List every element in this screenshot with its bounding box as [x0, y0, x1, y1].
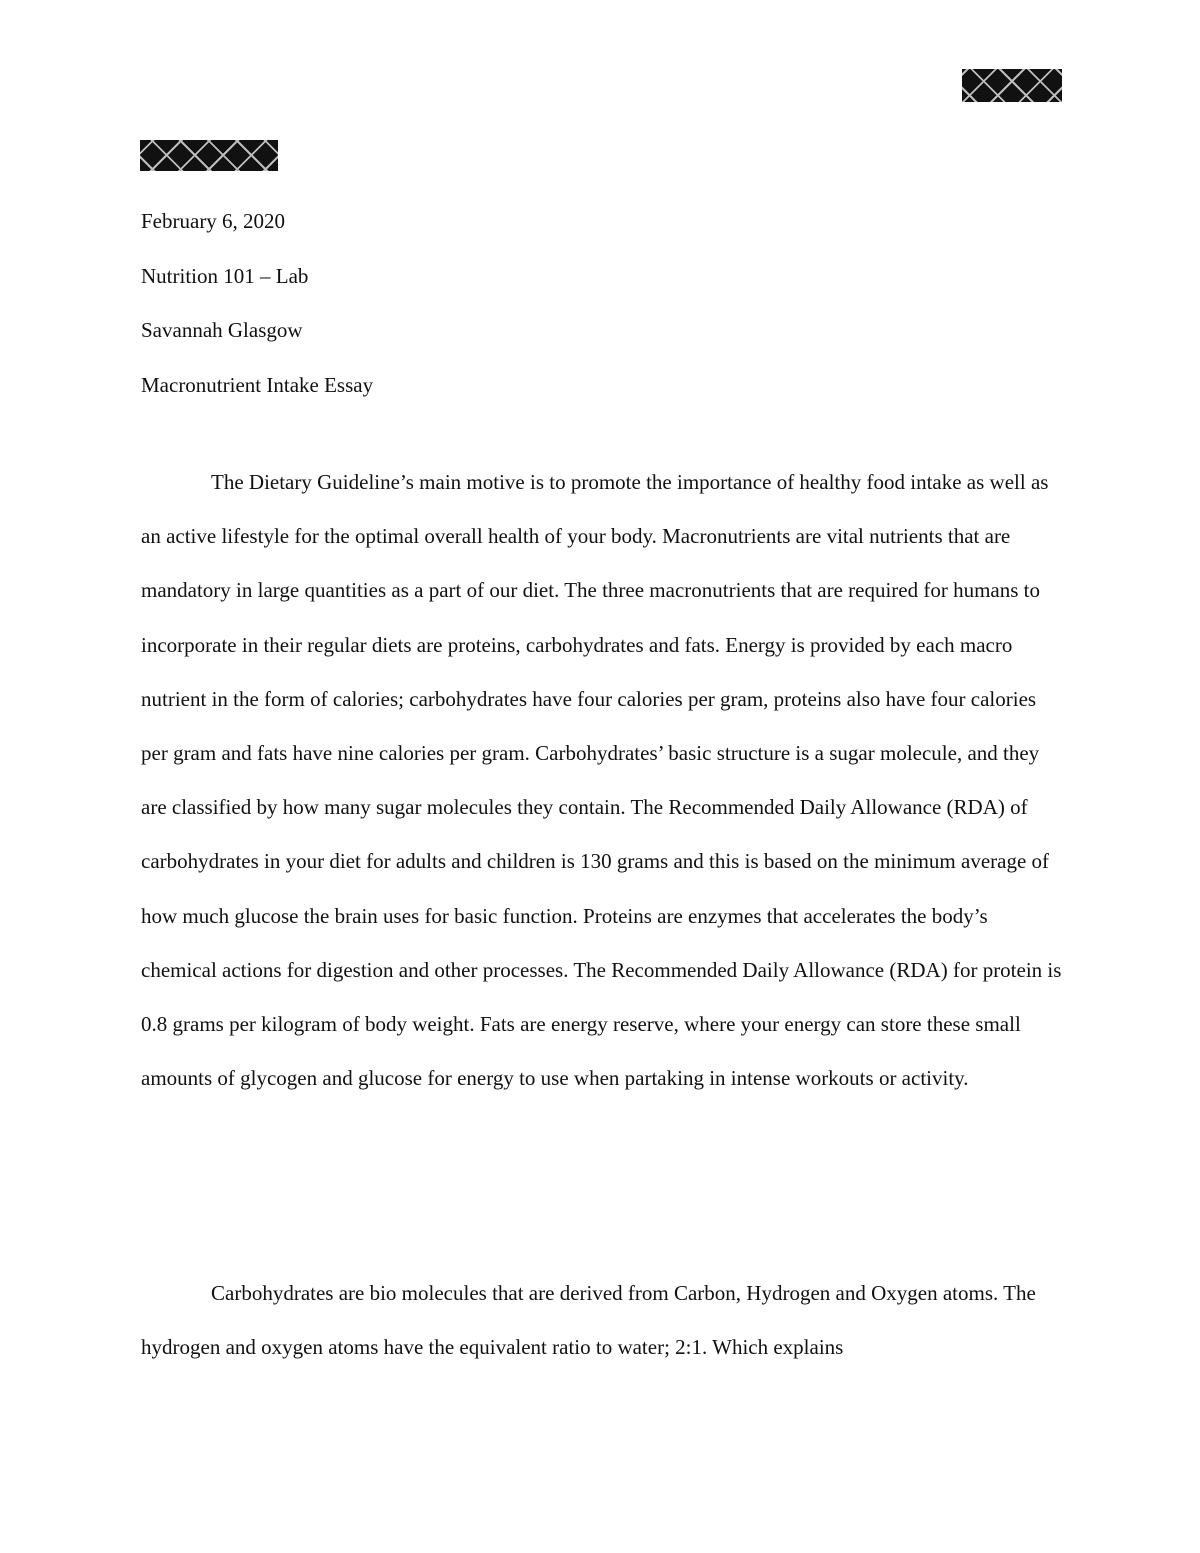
instructor-name: Savannah Glasgow	[141, 318, 303, 342]
redacted-author-name	[140, 140, 278, 171]
essay-heading	[141, 194, 1071, 412]
essay-title: Macronutrient Intake Essay	[141, 372, 374, 397]
redacted-header-block	[962, 69, 1062, 102]
essay-date: February 6, 2020	[141, 209, 286, 233]
body-paragraph-2: Carbohydrates are bio molecules that are derived from Carbon, Hydrogen and Oxygen atoms. The hydrogen and oxygen atoms have the equivalent ratio to water; 2:1. Which explains	[141, 1281, 1036, 1360]
course-name: Nutrition 101 – Lab	[141, 263, 309, 288]
body-paragraph-1: The Dietary Guideline’s main motive is to promote the importance of healthy food intake as well as an active lifestyle for the optimal overall health of your body. Macronutrients are vital nutrients that are mandatory in large quantities as a part of our diet. The three macronutrients that are required for humans to incorporate in their regular diets are proteins, carbohydrates and fats. Energy is provided by each macro nutrient in the form of calories; carbohydrates have four calories per gram, proteins also have four calories per gram and fats have nine calories per gram. Carbohydrates’ basic structure is a sugar molecule, and they are classified by how many sugar molecules they contain. The Recommended Daily Allowance (RDA) of carbohydrates in your diet for adults and children is 130 grams and this is based on the minimum average of how much glucose the brain uses for basic function. Proteins are enzymes that accelerates the body’s chemical actions for digestion and other processes. The Recommended Daily Allowance (RDA) for protein is 0.8 grams per kilogram of body weight. Fats are energy reserve, where your energy can store these small amounts of glycogen and glucose for energy to use when partaking in intense workouts or activity.	[141, 470, 1062, 1091]
